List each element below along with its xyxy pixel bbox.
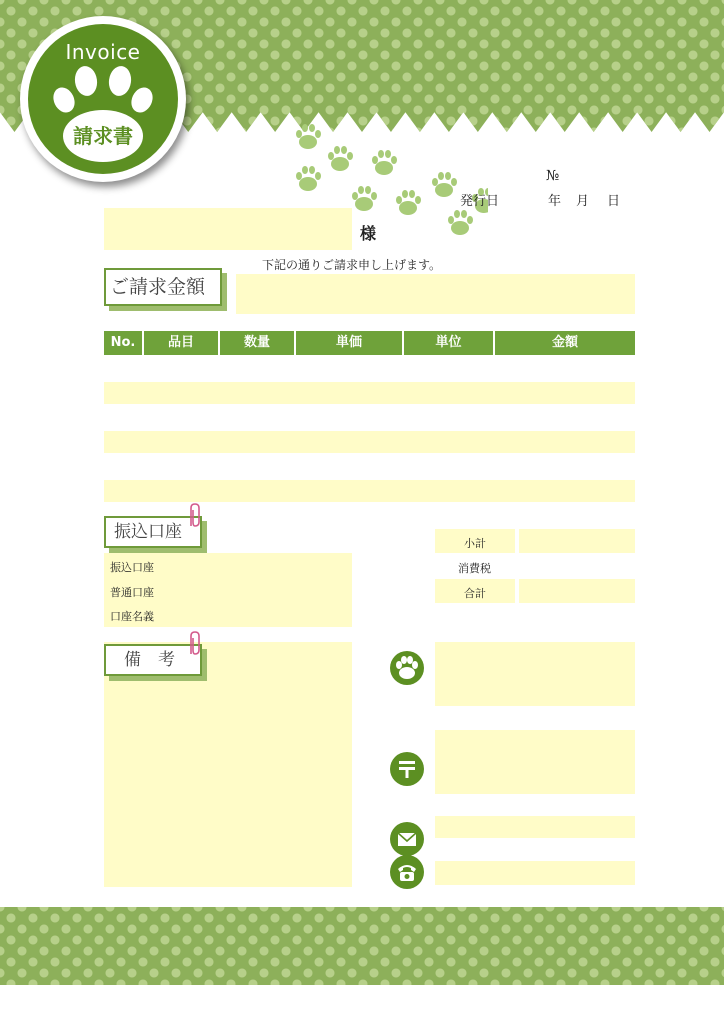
- mail-icon: [390, 822, 424, 856]
- paw-icon-glyph: [390, 651, 424, 685]
- company-name-field[interactable]: [435, 642, 635, 706]
- invoice-number-label: №: [546, 168, 560, 184]
- subtotal-label: 小計: [464, 537, 486, 550]
- notes-field[interactable]: [104, 642, 352, 887]
- subtotal-value-field[interactable]: [519, 529, 635, 553]
- notes-heading-text: 備 考: [124, 650, 175, 670]
- table-header-item: 品目: [144, 331, 218, 355]
- logo-invoice-text: Invoice: [65, 40, 141, 64]
- account-holder-label: 口座名義: [110, 610, 154, 623]
- bank-account-heading-text: 振込口座: [114, 522, 182, 542]
- bottom-dot-band: [0, 907, 724, 985]
- table-header-unit-price: 単価: [296, 331, 402, 355]
- table-header-quantity: 数量: [220, 331, 294, 355]
- phone-field[interactable]: [435, 861, 635, 885]
- table-row[interactable]: [104, 431, 635, 453]
- invoice-logo-circle: [28, 24, 178, 174]
- date-year-label: 年: [548, 194, 562, 209]
- total-label: 合計: [464, 587, 486, 600]
- table-row[interactable]: [104, 382, 635, 404]
- total-value-field[interactable]: [519, 579, 635, 603]
- mail-glyph: [390, 822, 424, 856]
- paperclip-icon: [186, 502, 202, 530]
- paw-icon: [390, 651, 424, 685]
- billing-amount-heading-text: ご請求金額: [110, 276, 206, 298]
- postal-mark-glyph: [390, 752, 424, 786]
- billing-amount-field[interactable]: [236, 274, 635, 314]
- phone-glyph: [390, 855, 424, 889]
- billing-amount-heading: [104, 268, 222, 306]
- table-row[interactable]: [104, 480, 635, 502]
- table-header-amount: 金額: [495, 331, 635, 355]
- bank-transfer-label: 振込口座: [110, 561, 154, 574]
- tax-label: 消費税: [458, 562, 491, 575]
- address-field[interactable]: [435, 730, 635, 794]
- logo-invoice-title: 請求書: [73, 124, 133, 148]
- postal-mark-icon: [390, 752, 424, 786]
- table-header-unit: 単位: [404, 331, 493, 355]
- date-day-label: 日: [607, 194, 621, 209]
- invoice-intro-text: 下記の通りご請求申し上げます。: [262, 258, 442, 272]
- email-field[interactable]: [435, 816, 635, 838]
- issue-date-label: 発行日: [460, 194, 500, 209]
- table-header-no: No.: [104, 331, 142, 355]
- date-month-label: 月: [576, 194, 590, 209]
- account-type-label: 普通口座: [110, 586, 154, 599]
- recipient-honorific: 様: [360, 224, 377, 243]
- paperclip-icon: [186, 630, 202, 658]
- paw-logo-icon: [50, 64, 156, 164]
- phone-icon: [390, 855, 424, 889]
- recipient-name-field[interactable]: [104, 208, 352, 250]
